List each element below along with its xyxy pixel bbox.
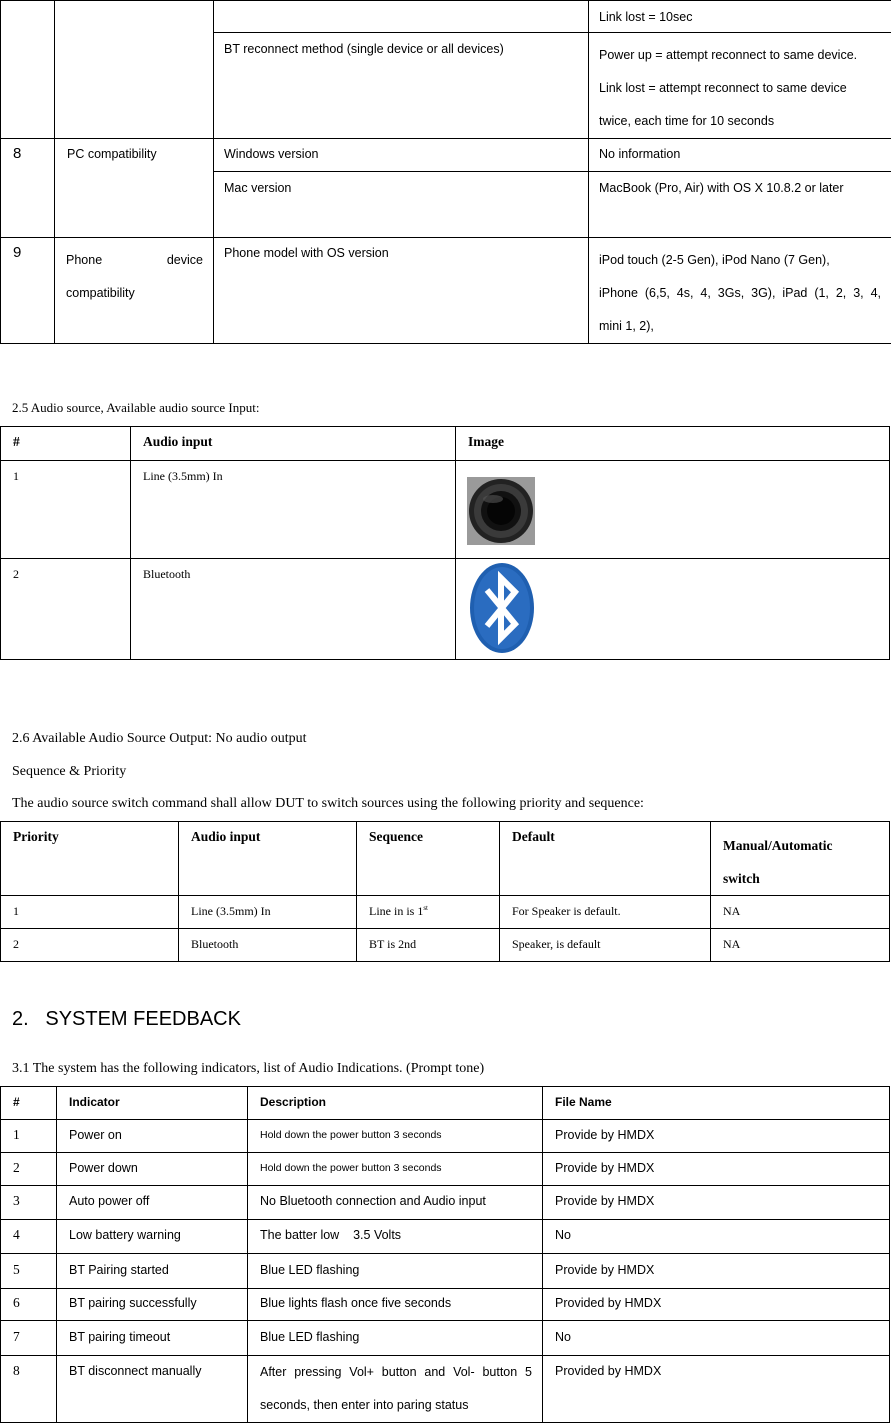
spec-item: PC compatibility <box>55 139 214 238</box>
indication-file: No <box>543 1220 890 1254</box>
priority-input: Line (3.5mm) In <box>179 896 357 929</box>
audio-jack-icon <box>467 477 535 545</box>
spec-sub: Windows version <box>214 139 589 172</box>
priority-switch: NA <box>711 929 890 962</box>
audio-source-image-cell <box>456 559 890 660</box>
priority-input: Bluetooth <box>179 929 357 962</box>
priority-header: Priority <box>1 822 179 896</box>
indication-file: Provide by HMDX <box>543 1153 890 1186</box>
spec-cell-empty <box>214 1 589 33</box>
spec-sub: Phone model with OS version <box>214 238 589 344</box>
bluetooth-icon <box>469 562 535 654</box>
audio-source-heading: 2.5 Audio source, Available audio source Input: <box>12 400 259 416</box>
indication-name: Auto power off <box>57 1186 248 1220</box>
audio-source-table <box>0 426 890 660</box>
indication-description: Hold down the power button 3 seconds <box>248 1153 543 1186</box>
priority-sequence: BT is 2nd <box>357 929 500 962</box>
indication-description: Blue lights flash once five seconds <box>248 1289 543 1321</box>
indication-description: No Bluetooth connection and Audio input <box>248 1186 543 1220</box>
indication-number: 3 <box>1 1186 57 1220</box>
priority-value: 1 <box>1 896 179 929</box>
audio-source-input: Line (3.5mm) In <box>131 461 456 559</box>
spec-table <box>0 0 891 344</box>
indication-file: Provide by HMDX <box>543 1120 890 1153</box>
priority-header: Sequence <box>357 822 500 896</box>
indication-name: BT Pairing started <box>57 1254 248 1289</box>
switch-description-line: The audio source switch command shall allow DUT to switch sources using the following priority and sequence: <box>12 796 644 812</box>
priority-header: Audio input <box>179 822 357 896</box>
indications-header: Description <box>248 1087 543 1120</box>
sequence-priority-line: Sequence & Priority <box>12 764 126 780</box>
indications-header: Indicator <box>57 1087 248 1120</box>
spec-sub: BT reconnect method (single device or all devices) <box>214 33 589 139</box>
audio-source-number: 1 <box>1 461 131 559</box>
indication-name: Low battery warning <box>57 1220 248 1254</box>
indication-name: BT disconnect manually <box>57 1356 248 1423</box>
priority-value: 2 <box>1 929 179 962</box>
indication-name: BT pairing successfully <box>57 1289 248 1321</box>
indications-header: # <box>1 1087 57 1120</box>
spec-cell-empty <box>55 1 214 139</box>
indication-number: 6 <box>1 1289 57 1321</box>
indication-description: Hold down the power button 3 seconds <box>248 1120 543 1153</box>
spec-value: MacBook (Pro, Air) with OS X 10.8.2 or later <box>589 172 891 238</box>
indication-file: Provide by HMDX <box>543 1254 890 1289</box>
spec-value: iPod touch (2-5 Gen), iPod Nano (7 Gen), iPhone (6,5, 4s, 4, 3Gs, 3G), iPad (1, 2, 3, 4, mini 1, 2), <box>589 238 891 344</box>
audio-source-input: Bluetooth <box>131 559 456 660</box>
spec-number: 9 <box>1 238 55 344</box>
audio-source-header: # <box>1 427 131 461</box>
indication-number: 8 <box>1 1356 57 1423</box>
priority-sequence: Line in is 1st <box>357 896 500 929</box>
indication-name: Power on <box>57 1120 248 1153</box>
indication-description: Blue LED flashing <box>248 1321 543 1356</box>
indication-file: Provided by HMDX <box>543 1289 890 1321</box>
system-feedback-heading: 2. SYSTEM FEEDBACK <box>12 1008 241 1031</box>
priority-default: Speaker, is default <box>500 929 711 962</box>
indication-description: Blue LED flashing <box>248 1254 543 1289</box>
indication-file: Provide by HMDX <box>543 1186 890 1220</box>
indication-number: 4 <box>1 1220 57 1254</box>
audio-source-header: Audio input <box>131 427 456 461</box>
indications-table <box>0 1086 890 1423</box>
indication-name: Power down <box>57 1153 248 1186</box>
audio-source-number: 2 <box>1 559 131 660</box>
spec-value: Link lost = 10sec <box>589 1 891 33</box>
indication-file: No <box>543 1321 890 1356</box>
indication-description: After pressing Vol+ button and Vol- button 5 seconds, then enter into paring status <box>248 1356 543 1423</box>
spec-value: Power up = attempt reconnect to same device. Link lost = attempt reconnect to same device twice, each time for 10 seconds <box>589 33 891 139</box>
priority-header: Manual/Automatic switch <box>711 822 890 896</box>
priority-default: For Speaker is default. <box>500 896 711 929</box>
indication-number: 1 <box>1 1120 57 1153</box>
spec-sub: Mac version <box>214 172 589 238</box>
spec-number: 8 <box>1 139 55 238</box>
priority-header: Default <box>500 822 711 896</box>
indication-description: The batter low 3.5 Volts <box>248 1220 543 1254</box>
spec-item: Phone device compatibility <box>55 238 214 344</box>
indications-header: File Name <box>543 1087 890 1120</box>
spec-value: No information <box>589 139 891 172</box>
indication-number: 2 <box>1 1153 57 1186</box>
indication-number: 5 <box>1 1254 57 1289</box>
system-feedback-intro: 3.1 The system has the following indicators, list of Audio Indications. (Prompt tone) <box>12 1061 484 1077</box>
indication-name: BT pairing timeout <box>57 1321 248 1356</box>
audio-output-line: 2.6 Available Audio Source Output: No audio output <box>12 731 307 747</box>
priority-switch: NA <box>711 896 890 929</box>
indication-number: 7 <box>1 1321 57 1356</box>
priority-table <box>0 821 890 962</box>
indication-file: Provided by HMDX <box>543 1356 890 1423</box>
audio-source-header: Image <box>456 427 890 461</box>
audio-source-image-cell <box>456 461 890 559</box>
spec-cell-empty <box>1 1 55 139</box>
